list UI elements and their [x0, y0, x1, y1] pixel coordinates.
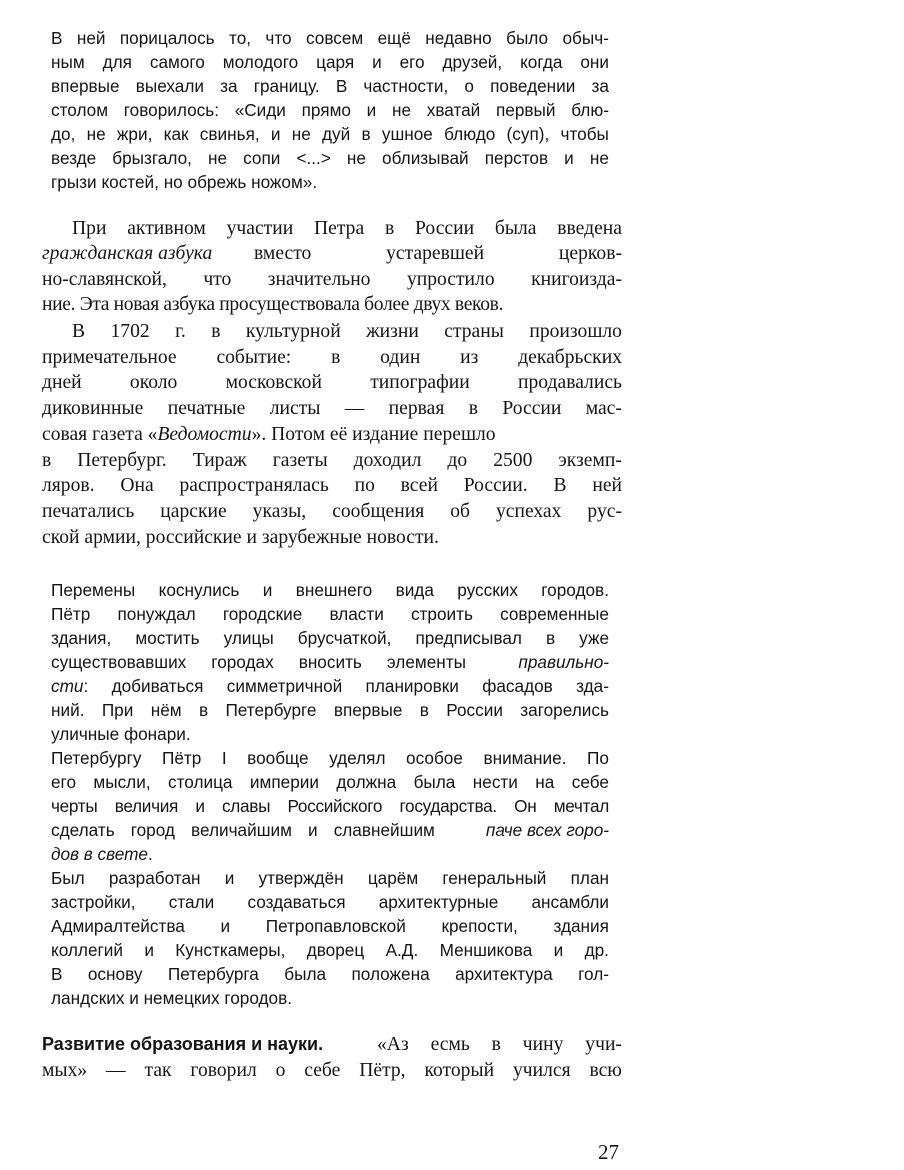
sidebar-p2-line-5	[51, 844, 153, 865]
para1-line-1: При активном участии Петра в России была введена	[72, 218, 622, 239]
sidebar-p1-line-1: Перемены коснулись и внешнего вида русских городов.	[51, 580, 609, 600]
para1-line-3: но-славянской, что значительно упростило книгоизда-	[42, 269, 622, 290]
quote-line-4: столом говорилось: «Сиди прямо и не хватай первый блю-	[51, 100, 609, 120]
section-line-1	[42, 1034, 622, 1056]
para2-line-4: диковинные печатные листы — первая в России мас-	[42, 398, 622, 419]
sidebar-p1-line-5	[51, 676, 609, 697]
quote-line-3: впервые выехали за границу. В частности, о поведении за	[51, 76, 609, 96]
sidebar-p1-line-4-before: существовавших городах вносить элементы	[51, 652, 466, 672]
sidebar-p2-line-5-after: .	[147, 844, 153, 864]
para2-line-5	[42, 424, 496, 446]
para2-line-9: ской армии, российские и зарубежные новости.	[42, 527, 439, 548]
quote-above-all-cities-part1: паче всех горо-	[485, 820, 609, 840]
sidebar-p3-line-6: ландских и немецких городов.	[51, 988, 293, 1008]
para2-line-5-before: совая газета «	[42, 424, 158, 445]
section-line-2: мых» — так говорил о себе Пётр, который учился всю	[42, 1060, 622, 1081]
sidebar-p3-line-2: застройки, стали создаваться архитектурные ансамбли	[51, 892, 609, 912]
section-line-1-rest: «Аз есмь в чину учи-	[377, 1034, 622, 1055]
para2-line-7: ляров. Она распространялась по всей России. В ней	[42, 475, 622, 496]
para1-line-4: ние. Эта новая азбука просуществовала более двух веков.	[42, 294, 504, 315]
quote-line-6: везде брызгало, не сопи <...> не облизывай перстов и не	[51, 148, 609, 168]
term-regularity-part1: правильно-	[518, 652, 609, 672]
para1-line-2	[42, 243, 622, 265]
section-heading: Развитие образования и науки.	[42, 1034, 324, 1054]
sidebar-p2-line-2: его мысли, столица империи должна была нести на себе	[51, 772, 609, 792]
para1-line-2-rest: вместо устаревшей церков-	[254, 243, 622, 264]
sidebar-p1-line-7: уличные фонари.	[51, 724, 191, 744]
sidebar-p1-line-6: ний. При нём в Петербурге впервые в России загорелись	[51, 700, 609, 720]
para2-line-1: В 1702 г. в культурной жизни страны произошло	[72, 321, 622, 342]
para2-line-5-after: ». Потом её издание перешло	[251, 424, 496, 445]
sidebar-p2-line-4-before: сделать город величайшим и славнейшим	[51, 820, 435, 840]
sidebar-p3-line-4: коллегий и Кунсткамеры, дворец А.Д. Меншикова и др.	[51, 940, 609, 960]
sidebar-p1-line-3: здания, мостить улицы брусчаткой, предписывал в уже	[51, 628, 609, 648]
para2-line-3: дней около московской типографии продавались	[42, 372, 622, 393]
quote-line-1: В ней порицалось то, что совсем ещё недавно было обыч-	[51, 28, 609, 48]
sidebar-p1-line-2: Пётр понуждал городские власти строить современные	[51, 604, 609, 624]
quote-line-5: до, не жри, как свинья, и не дуй в ушное блюдо (суп), чтобы	[51, 124, 609, 144]
sidebar-p3-line-1: Был разработан и утверждён царём генеральный план	[51, 868, 609, 888]
sidebar-p1-line-4	[51, 652, 609, 673]
sidebar-p2-line-3: черты величия и славы Российского государства. Он мечтал	[51, 796, 609, 816]
newspaper-title: Ведомости	[157, 424, 252, 445]
sidebar-p1-line-5-after: : добиваться симметричной планировки фасадов зда-	[83, 676, 609, 696]
para2-line-2: примечательное событие: в один из декабрьских	[42, 347, 622, 368]
sidebar-p3-line-5: В основу Петербурга была положена архитектура гол-	[51, 964, 609, 984]
sidebar-p2-line-1: Петербургу Пётр I вообще уделял особое внимание. По	[51, 748, 609, 768]
sidebar-p2-line-4	[51, 820, 609, 841]
quote-line-2: ным для самого молодого царя и его друзей, когда они	[51, 52, 609, 72]
term-civil-alphabet: гражданская азбука	[42, 243, 213, 264]
page-number: 27	[598, 1140, 619, 1164]
quote-line-7: грызи костей, но обрежь ножом».	[51, 172, 318, 192]
para2-line-6: в Петербург. Тираж газеты доходил до 2500 экземп-	[42, 450, 622, 471]
para2-line-8: печатались царские указы, сообщения об успехах рус-	[42, 501, 622, 522]
term-regularity-part2: сти	[51, 676, 84, 696]
quote-above-all-cities-part2: дов в свете	[51, 844, 148, 864]
sidebar-p3-line-3: Адмиралтейства и Петропавловской крепости, здания	[51, 916, 609, 936]
